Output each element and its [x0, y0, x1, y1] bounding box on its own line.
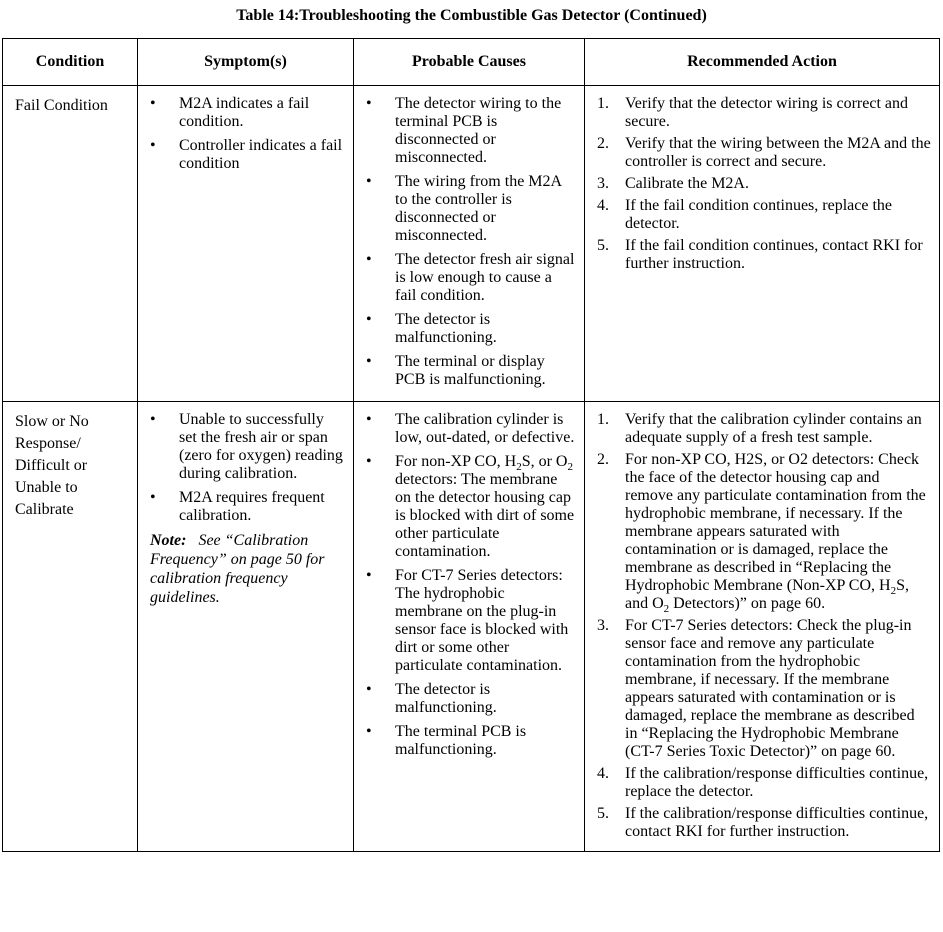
subscript: 2 [890, 585, 897, 598]
action-number: 5. [597, 805, 609, 822]
action-number: 3. [597, 175, 609, 192]
action-cell [585, 402, 940, 852]
condition-text: Response/ [15, 435, 81, 452]
action-text: Detectors)” on page 60. [669, 595, 826, 612]
action-text: For non-XP CO, H2S, or O2 detectors: Check the face of the detector housing cap and remove any particulate contamination from the hydrophobic membrane, if necessary. If the membrane appears saturated with contamination or is damaged, replace the membrane as described in “Replacing the Hydrophobic Membrane (Non-XP CO, H [625, 451, 926, 594]
action-item [597, 411, 931, 447]
action-text: If the fail condition continues, contact RKI for further instruction. [625, 237, 923, 272]
condition-text: Unable to [15, 479, 78, 496]
action-item [597, 765, 931, 801]
note-label: Note: [150, 532, 187, 549]
causes-list [366, 95, 576, 389]
condition-text: Fail Condition [15, 97, 108, 114]
action-item [597, 617, 931, 761]
action-item [597, 197, 931, 233]
table-header-row [3, 39, 940, 86]
header-condition: Condition [3, 39, 138, 86]
action-text: If the calibration/response difficulties continue, replace the detector. [625, 765, 929, 800]
action-text: If the calibration/response difficulties continue, contact RKI for further instruction. [625, 805, 929, 840]
causes-cell [354, 86, 585, 402]
action-item [597, 451, 931, 616]
action-item [597, 805, 931, 841]
header-symptoms: Symptom(s) [138, 39, 354, 86]
action-cell [585, 86, 940, 402]
cause-text: detectors: The membrane on the detector housing cap is blocked with dirt of some other particulate contamination. [395, 471, 575, 560]
symptoms-cell [138, 402, 354, 852]
condition-cell [3, 402, 138, 852]
cause-item: • The terminal or display PCB is malfunctioning. [366, 353, 576, 389]
action-number: 3. [597, 617, 609, 634]
table-row [3, 402, 940, 852]
actions-list [597, 411, 931, 841]
condition-cell [3, 86, 138, 402]
cause-item: • The calibration cylinder is low, out-dated, or defective. [366, 411, 576, 447]
cause-text: S, or O [521, 453, 568, 470]
causes-cell [354, 402, 585, 852]
subscript: 2 [516, 461, 522, 474]
cause-item: • The wiring from the M2A to the controller is disconnected or misconnected. [366, 173, 576, 245]
note-text: See “Calibration Frequency” on page 50 for calibration frequency guidelines. [150, 532, 325, 606]
symptom-item: • Controller indicates a fail condition [150, 137, 345, 173]
action-item [597, 95, 931, 131]
subscript: 2 [567, 461, 573, 474]
cause-item: • The detector is malfunctioning. [366, 681, 576, 717]
actions-list [597, 95, 931, 273]
action-item [597, 237, 931, 273]
action-number: 1. [597, 95, 609, 112]
action-number: 2. [597, 135, 609, 152]
action-text: Verify that the detector wiring is correct and secure. [625, 95, 908, 130]
cause-item: • The detector is malfunctioning. [366, 311, 576, 347]
cause-item: • The detector fresh air signal is low enough to cause a fail condition. [366, 251, 576, 305]
action-text: S, and O [625, 577, 909, 612]
action-text: Calibrate the M2A. [625, 175, 749, 192]
action-text: If the fail condition continues, replace the detector. [625, 197, 893, 232]
action-item [597, 135, 931, 171]
action-number: 2. [597, 451, 609, 468]
header-action: Recommended Action [585, 39, 940, 86]
subscript: 2 [663, 603, 670, 616]
table-row [3, 86, 940, 402]
troubleshooting-table [2, 38, 940, 852]
header-causes: Probable Causes [354, 39, 585, 86]
action-text: For CT-7 Series detectors: Check the plug-in sensor face and remove any particulate contamination from the hydrophobic membrane, if necessary. If the membrane appears saturated with contamination or is damaged, replace the membrane as described in “Replacing the Hydrophobic Membrane (CT-7 Series Toxic Detector)” on page 60. [625, 617, 915, 760]
symptom-item: • M2A requires frequent calibration. [150, 489, 345, 525]
symptoms-list [150, 95, 345, 173]
cause-item: • The terminal PCB is malfunctioning. [366, 723, 576, 759]
action-number: 4. [597, 765, 609, 782]
condition-text: Slow or No [15, 413, 89, 430]
action-item [597, 175, 931, 193]
symptoms-cell [138, 86, 354, 402]
action-number: 4. [597, 197, 609, 214]
action-number: 5. [597, 237, 609, 254]
symptom-item: • M2A indicates a fail condition. [150, 95, 345, 131]
symptom-item: • Unable to successfully set the fresh air or span (zero for oxygen) reading during calibration. [150, 411, 345, 483]
cause-text: For non-XP CO, H [395, 453, 517, 470]
causes-list [366, 411, 576, 759]
action-number: 1. [597, 411, 609, 428]
condition-text: Difficult or [15, 457, 88, 474]
condition-text: Calibrate [15, 501, 74, 518]
cause-item: • For CT-7 Series detectors: The hydrophobic membrane on the plug-in sensor face is blocked with dirt or some other particulate contamination. [366, 567, 576, 675]
symptoms-list [150, 411, 345, 525]
action-text: Verify that the calibration cylinder contains an adequate supply of a fresh test sample. [625, 411, 922, 446]
action-text: Verify that the wiring between the M2A and the controller is correct and secure. [625, 135, 931, 170]
cause-item: • The detector wiring to the terminal PCB is disconnected or misconnected. [366, 95, 576, 167]
calibration-note [150, 531, 345, 607]
cause-item [366, 453, 576, 561]
page-title: Table 14:Troubleshooting the Combustible Gas Detector (Continued) [236, 7, 707, 24]
